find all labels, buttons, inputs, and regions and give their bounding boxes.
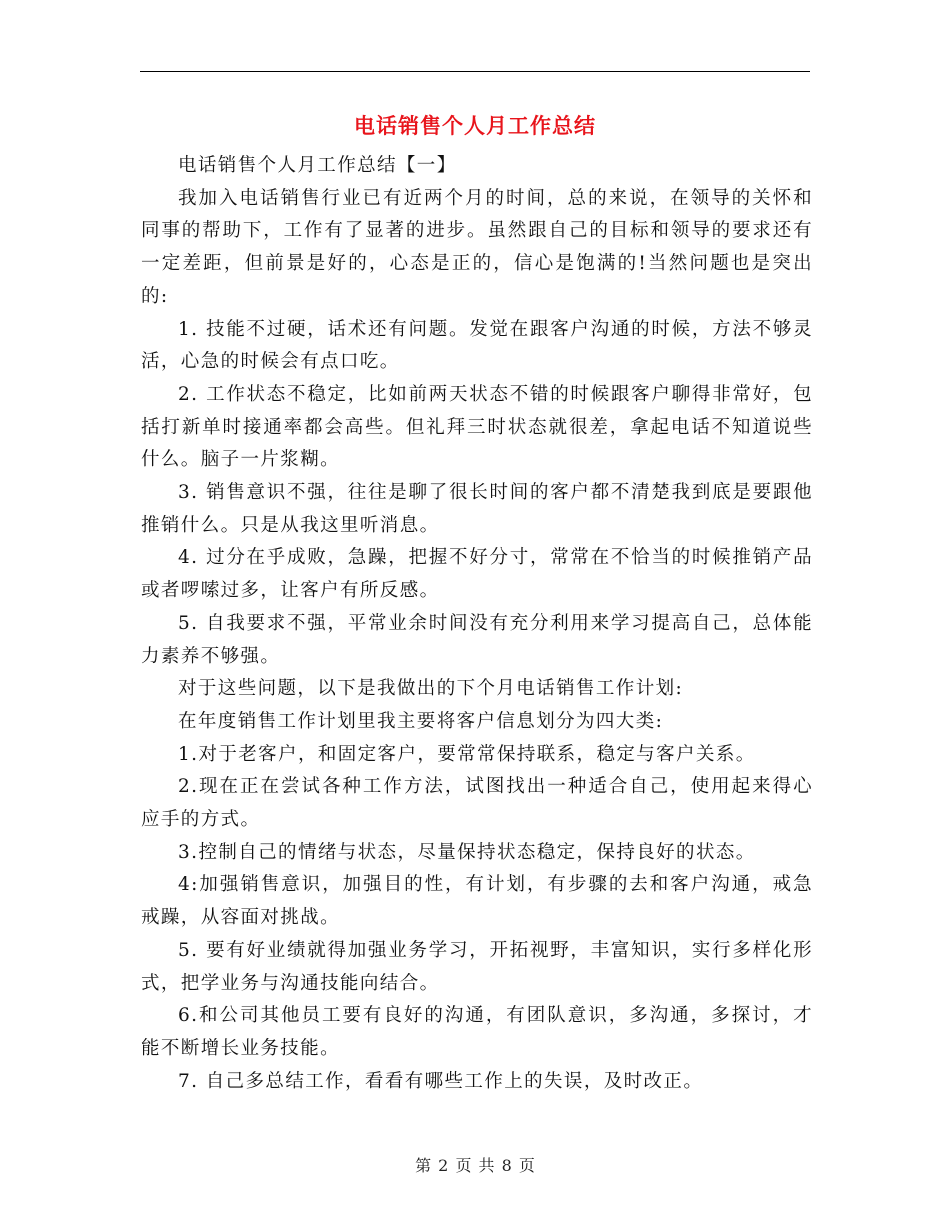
plan-item-1: 1.对于老客户，和固定客户，要常常保持联系，稳定与客户关系。 <box>178 743 756 765</box>
plan-item-2: 2.现在正在尝试各种工作方法，试图找出一种适合自己，使用起来得心应手的方式。 <box>141 776 813 831</box>
plan-item-4: 4:加强销售意识，加强目的性，有计划，有步骤的去和客户沟通，戒急戒躁，从容面对挑战。 <box>141 874 813 929</box>
plan-intro-paragraph: 对于这些问题，以下是我做出的下个月电话销售工作计划: <box>178 678 684 700</box>
problem-item-4: 4. 过分在乎成败，急躁，把握不好分寸，常常在不恰当的时候推销产品或者啰嗦过多，让客户有所反感。 <box>141 547 813 602</box>
problem-item-5: 5. 自我要求不强，平常业余时间没有充分利用来学习提高自己，总体能力素养不够强。 <box>141 612 813 667</box>
header-rule <box>140 71 810 72</box>
problem-item-1: 1. 技能不过硬，话术还有问题。发觉在跟客户沟通的时候，方法不够灵活，心急的时候会有点口吃。 <box>141 318 813 373</box>
problem-item-2: 2. 工作状态不稳定，比如前两天状态不错的时候跟客户聊得非常好，包括打新单时接通率都会高些。但礼拜三时状态就很差，拿起电话不知道说些什么。脑子一片浆糊。 <box>141 383 813 471</box>
problem-item-3: 3. 销售意识不强，往往是聊了很长时间的客户都不清楚我到底是要跟他推销什么。只是从我这里听消息。 <box>141 482 813 536</box>
section-heading: 电话销售个人月工作总结【一】 <box>178 155 457 176</box>
document-title: 电话销售个人月工作总结 <box>354 113 596 138</box>
page-number-footer: 第 2 页 共 8 页 <box>415 1156 535 1175</box>
intro-paragraph: 我加入电话销售行业已有近两个月的时间，总的来说，在领导的关怀和同事的帮助下，工作有了显著的进步。虽然跟自己的目标和领导的要求还有一定差距，但前景是好的，心态是正的，信心是饱满的!当然问题也是突出的: <box>141 187 813 307</box>
plan-item-5: 5. 要有好业绩就得加强业务学习，开拓视野，丰富知识，实行多样化形式，把学业务与沟通技能向结合。 <box>141 939 813 994</box>
plan-item-6: 6.和公司其他员工要有良好的沟通，有团队意识，多沟通，多探讨，才能不断增长业务技能。 <box>141 1005 813 1059</box>
plan-item-3: 3.控制自己的情绪与状态，尽量保持状态稳定，保持良好的状态。 <box>178 841 756 863</box>
plan-item-7: 7. 自己多总结工作，看看有哪些工作上的失误，及时改正。 <box>178 1070 704 1092</box>
plan-scope-paragraph: 在年度销售工作计划里我主要将客户信息划分为四大类: <box>178 710 664 732</box>
document-body <box>141 150 813 1098</box>
